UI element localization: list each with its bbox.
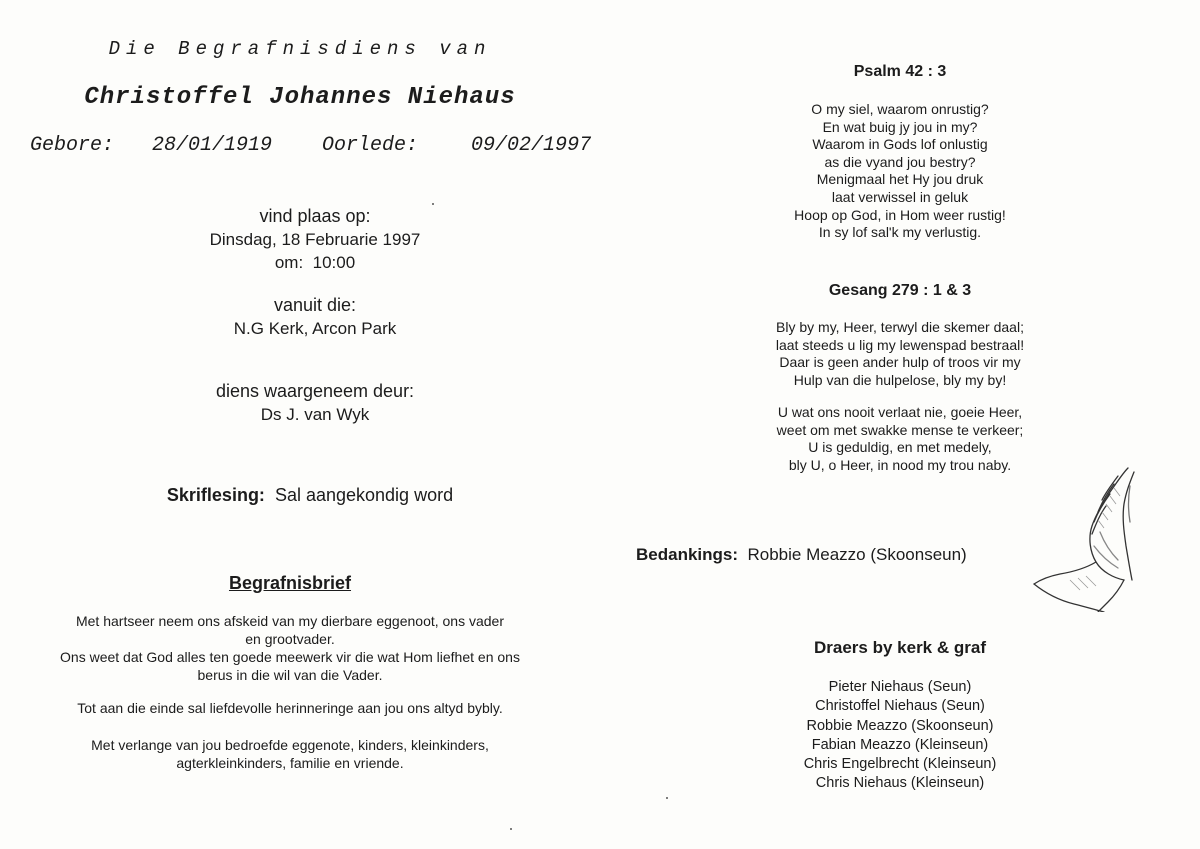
- deceased-name: Christoffel Johannes Niehaus: [84, 84, 516, 111]
- service-time: om: 10:00: [274, 253, 356, 272]
- acknowledgements: [636, 545, 1056, 565]
- service-label: vind plaas op:: [259, 206, 371, 226]
- thanks-value: Robbie Meazzo (Skoonseun): [747, 545, 967, 564]
- letter-paragraph-1: [20, 612, 560, 684]
- bearers-heading: Draers by kerk & graf: [814, 638, 986, 657]
- hymn-verse-1: [720, 319, 1080, 389]
- venue: N.G Kerk, Arcon Park: [233, 319, 397, 338]
- psalm-line: Waarom in Gods lof onlustig: [812, 136, 988, 153]
- hymn-line: Hulp van die hulpelose, bly my by!: [793, 371, 1007, 388]
- letter-line: Met verlange van jou bedroefde eggenote, kinders, kleinkinders,: [91, 737, 489, 753]
- psalm-line: En wat buig jy jou in my?: [822, 118, 978, 135]
- paper-speck: [666, 797, 668, 799]
- officiant: Ds J. van Wyk: [260, 405, 370, 424]
- venue-block: [150, 294, 480, 340]
- bearers-list: [770, 678, 1030, 794]
- letter-line: en grootvader.: [245, 631, 335, 647]
- bearer-item: Christoffel Niehaus (Seun): [815, 698, 985, 715]
- psalm-line: O my siel, waarom onrustig?: [811, 101, 989, 117]
- letter-paragraph-2: Tot aan die einde sal liefdevolle herinneringe aan jou ons altyd bybly.: [77, 700, 503, 716]
- hymn-line: laat steeds u lig my lewenspad bestraal!: [775, 336, 1025, 353]
- venue-label: vanuit die:: [273, 295, 357, 315]
- psalm-line: In sy lof sal'k my verlustig.: [818, 224, 982, 241]
- hymn-line: weet om met swakke mense te verkeer;: [776, 421, 1024, 438]
- letter-line: Ons weet dat God alles ten goede meewerk vir die wat Hom liefhet en ons: [60, 649, 520, 665]
- hymn-line: U wat ons nooit verlaat nie, goeie Heer,: [777, 404, 1023, 420]
- bearer-item: Pieter Niehaus (Seun): [828, 679, 972, 695]
- bearer-item: Robbie Meazzo (Skoonseun): [806, 717, 994, 734]
- service-title: Die Begrafnisdiens van: [108, 38, 492, 60]
- praying-hands-icon: [1030, 462, 1142, 612]
- hymn-verse-2: [720, 404, 1080, 474]
- died-date: 09/02/1997: [471, 134, 592, 157]
- right-page: [600, 0, 1200, 849]
- bearer-item: Chris Niehaus (Kleinseun): [815, 775, 985, 792]
- psalm-line: laat verwissel in geluk: [831, 188, 969, 205]
- thanks-label: Bedankings:: [636, 545, 739, 564]
- psalm-line: Hoop op God, in Hom weer rustig!: [794, 206, 1006, 223]
- bearer-item: Chris Engelbrecht (Kleinseun): [803, 756, 997, 773]
- psalm-heading: Psalm 42 : 3: [853, 63, 947, 80]
- scripture-value: Sal aangekondig word: [274, 485, 454, 505]
- psalm-line: Menigmaal het Hy jou druk: [816, 171, 984, 188]
- psalm-text: [750, 101, 1050, 242]
- service-details: [150, 205, 480, 274]
- hymn-line: U is geduldig, en met medely,: [808, 439, 992, 456]
- died-label: Oorlede:: [322, 134, 419, 157]
- born-label: Gebore:: [30, 134, 115, 157]
- hymn-heading: Gesang 279 : 1 & 3: [828, 282, 972, 299]
- born-date: 28/01/1919: [152, 134, 273, 157]
- officiant-block: [150, 380, 480, 426]
- letter-heading: Begrafnisbrief: [228, 573, 352, 593]
- paper-speck: [510, 828, 512, 830]
- hymn-line: Bly by my, Heer, terwyl die skemer daal;: [776, 319, 1024, 335]
- officiant-label: diens waargeneem deur:: [215, 381, 415, 401]
- scripture-reading: [120, 485, 500, 506]
- letter-line: agterkleinkinders, familie en vriende.: [176, 755, 404, 771]
- paper-speck: [432, 203, 434, 205]
- letter-line: Met hartseer neem ons afskeid van my dierbare eggenoot, ons vader: [75, 613, 505, 629]
- letter-line: berus in die wil van die Vader.: [197, 667, 383, 683]
- hymn-line: bly U, o Heer, in nood my trou naby.: [788, 456, 1012, 473]
- psalm-line: as die vyand jou bestry?: [824, 153, 976, 170]
- life-dates: [30, 134, 592, 157]
- bearer-item: Fabian Meazzo (Kleinseun): [811, 736, 989, 753]
- scripture-label: Skriflesing:: [166, 485, 265, 505]
- hymn-line: Daar is geen ander hulp of troos vir my: [779, 354, 1021, 371]
- service-date: Dinsdag, 18 Februarie 1997: [209, 230, 421, 249]
- letter-paragraph-3: [20, 736, 560, 772]
